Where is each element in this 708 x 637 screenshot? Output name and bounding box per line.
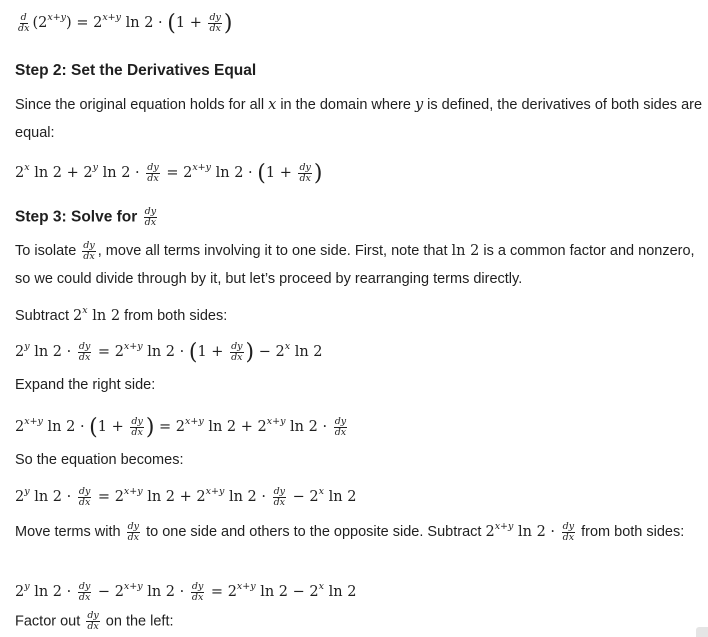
equation-expansion: $2^{x+y}$ ln 2 · (1 + $\frac{dy}{dx}$ ) = $2^{x+y}$ $\ln 2 + 2^{x+y}$ ln 2 · $\frac{dy}{dx}$ [15,415,347,440]
text-expand: Expand the right side: [15,377,156,393]
equation-derivatives-equal: 2$^x$ ln 2 + 2$^y$ ln 2 · $\frac{dy}{dx}$ = $2^{x+y}$ ln 2 · (1 + $\frac{dy}{dx}$ ) [15,161,323,186]
paragraph-move: Move terms with $\frac{dy}{dx}$ to one side and others to the opposite side. Subtract $2^{x+y}$ ln 2 · $\frac{dy}{dx}$ from both sides: [15,520,685,543]
equation-moved: 2$^y$ ln 2 · $\frac{dy}{dx}$ − $2^{x+y}$ ln 2 · $\frac{dy}{dx}$ = $2^{x+y}$ ln 2 − 2$^x$ ln 2 [15,580,357,603]
heading-step-2: Step 2: Set the Derivatives Equal [15,62,257,79]
paragraph-since: Since the original equation holds for all x in the domain where y is defined, the derivatives of both sides are equal: [15,97,703,141]
text-becomes: So the equation becomes: [15,452,184,468]
scrollbar-corner[interactable] [696,627,708,637]
equation-after-subtract: 2$^y$ ln 2 · $\frac{dy}{dx}$ = $2^{x+y}$ ln 2 · (1 + $\frac{dy}{dx}$ ) − 2$^x$ ln 2 [15,340,323,365]
paragraph-isolate: To isolate $\frac{dy}{dx}$ , move all terms involving it to one side. First, note that ln 2 is a common factor and nonzero, so we could divide through by it, but let’s proceed by rearranging terms directly. [15,239,695,287]
equation-derivative-rhs: $\frac{d}{dx}$ $(2^{x+y}) = 2^{x+y}$ ln 2 · (1 + $\frac{dy}{dx}$ ) [18,11,233,36]
heading-step-3: Step 3: Solve for $\frac{dy}{dx}$ [15,206,157,228]
text-factor-out: Factor out $\frac{dy}{dx}$ on the left: [15,610,174,632]
text-subtract: Subtract 2$^x$ ln 2 from both sides: [15,305,228,324]
equation-becomes: 2$^y$ ln 2 · $\frac{dy}{dx}$ = $2^{x+y}$ $\ln 2 + 2^{x+y}$ ln 2 · $\frac{dy}{dx}$ − 2$^x$ ln 2 [15,485,357,508]
